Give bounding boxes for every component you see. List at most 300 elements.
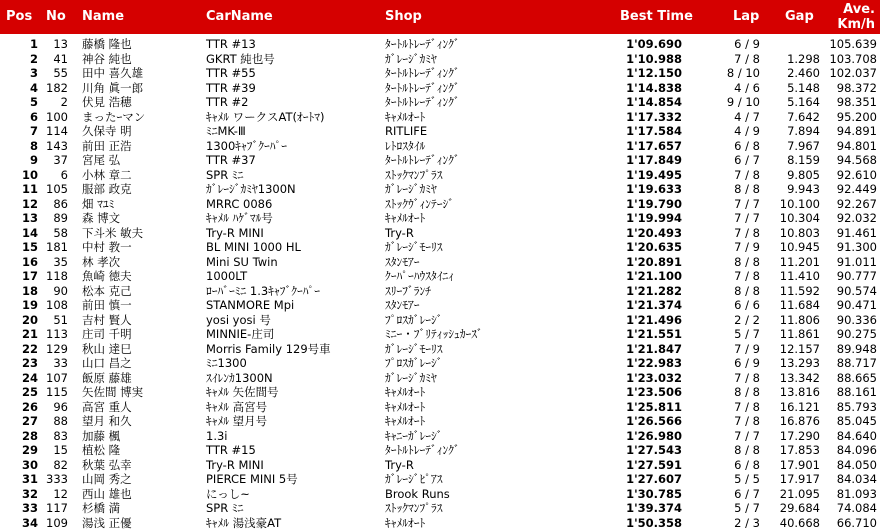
cell-name: 山岡 秀之 — [82, 472, 132, 486]
cell-best-time: 1'19.790 — [626, 196, 682, 211]
cell-no: 58 — [53, 225, 68, 240]
cell-name: 前田 正浩 — [82, 138, 132, 153]
table-row — [0, 284, 880, 299]
cell-name: 庄司 千明 — [82, 327, 132, 341]
cell-ave-speed: 103.708 — [829, 51, 877, 66]
cell-carname: GKRT 純也号 — [206, 51, 275, 66]
cell-ave-speed: 91.300 — [836, 240, 877, 254]
cell-no: 51 — [53, 312, 68, 327]
cell-shop: ｽﾄｯｸﾏﾝﾌﾟﾗｽ — [385, 501, 443, 515]
cell-pos: 26 — [21, 399, 38, 414]
cell-shop: ﾀｰﾄﾙﾄﾚｰﾃﾞｨﾝｸﾞ — [385, 95, 460, 109]
cell-pos: 19 — [21, 298, 38, 312]
cell-ave-speed: 90.777 — [836, 269, 877, 283]
cell-pos: 17 — [21, 269, 38, 283]
cell-pos: 5 — [29, 95, 38, 109]
cell-ave-speed: 85.793 — [836, 399, 877, 414]
cell-no: 89 — [53, 211, 68, 225]
cell-pos: 22 — [21, 341, 38, 356]
cell-carname: Mini SU Twin — [206, 254, 278, 269]
cell-best-time: 1'30.785 — [626, 486, 682, 501]
cell-ave-speed: 98.372 — [836, 80, 877, 95]
cell-lap: 6 / 7 — [734, 486, 760, 501]
cell-gap: 11.410 — [779, 269, 820, 283]
cell-shop: ｽﾀﾝﾓｱｰ — [385, 298, 420, 312]
cell-pos: 2 — [29, 51, 38, 66]
cell-gap: 7.894 — [787, 124, 820, 138]
table-row — [0, 95, 880, 110]
table-row — [0, 255, 880, 270]
table-row — [0, 443, 880, 458]
cell-no: 12 — [53, 486, 68, 501]
cell-shop: ﾚﾄﾛｽﾀｲﾙ — [385, 138, 426, 153]
table-row — [0, 81, 880, 96]
cell-name: 植松 隆 — [82, 443, 121, 457]
cell-name: まったｰマン — [82, 109, 146, 124]
cell-carname: ｷｬﾒﾙ 望月号 — [206, 414, 268, 428]
cell-gap: 9.943 — [787, 182, 820, 196]
cell-no: 55 — [53, 66, 68, 80]
cell-best-time: 1'20.493 — [626, 225, 682, 240]
cell-pos: 7 — [29, 124, 38, 138]
cell-name: 宮尾 弘 — [82, 153, 121, 167]
cell-best-time: 1'14.838 — [626, 80, 682, 95]
cell-shop: ｽﾀﾝﾓｱｰ — [385, 254, 420, 269]
cell-best-time: 1'21.496 — [626, 312, 682, 327]
cell-name: 山口 昌之 — [82, 356, 132, 370]
cell-no: 33 — [53, 356, 68, 370]
cell-pos: 8 — [29, 138, 38, 153]
cell-no: 88 — [53, 414, 68, 428]
header-pos: Pos — [6, 9, 33, 24]
cell-shop: ｽﾄｯｸﾏﾝﾌﾟﾗｽ — [385, 167, 443, 182]
cell-gap: 16.121 — [779, 399, 820, 414]
table-row — [0, 168, 880, 183]
cell-gap: 11.861 — [779, 327, 820, 341]
cell-lap: 2 / 2 — [734, 312, 760, 327]
cell-carname: PIERCE MINI 5号 — [206, 472, 298, 486]
cell-ave-speed: 66.710 — [836, 515, 877, 530]
cell-carname: 1300ｷｬﾌﾞｸｰﾊﾟｰ — [206, 138, 288, 153]
cell-pos: 33 — [21, 501, 38, 515]
cell-pos: 15 — [21, 240, 38, 254]
cell-pos: 9 — [29, 153, 38, 167]
header-shop: Shop — [385, 9, 422, 24]
cell-name: 藤橋 隆也 — [82, 37, 132, 51]
cell-gap: 13.816 — [779, 385, 820, 399]
cell-no: 105 — [46, 182, 68, 196]
cell-ave-speed: 84.640 — [836, 428, 877, 443]
cell-no: 13 — [53, 37, 68, 51]
cell-no: 333 — [46, 472, 68, 486]
cell-name: 吉村 賢人 — [82, 312, 132, 327]
cell-lap: 6 / 8 — [734, 457, 760, 472]
cell-no: 129 — [46, 341, 68, 356]
cell-lap: 5 / 7 — [734, 501, 760, 515]
cell-pos: 28 — [21, 428, 38, 443]
cell-gap: 10.100 — [779, 196, 820, 211]
cell-lap: 8 / 8 — [734, 283, 760, 298]
cell-carname: ｷｬﾒﾙ 矢佐間号 — [206, 385, 279, 399]
header-gap: Gap — [785, 9, 814, 24]
cell-carname: ｷｬﾒﾙ 湯浅豪AT — [206, 515, 282, 530]
cell-lap: 4 / 9 — [734, 124, 760, 138]
cell-name: 川角 眞一郎 — [82, 80, 144, 95]
table-row — [0, 414, 880, 429]
cell-best-time: 1'19.633 — [626, 182, 682, 196]
cell-ave-speed: 105.639 — [829, 37, 877, 51]
cell-no: 15 — [53, 443, 68, 457]
cell-shop: ﾀｰﾄﾙﾄﾚｰﾃﾞｨﾝｸﾞ — [385, 153, 460, 167]
cell-name: 西山 雄也 — [82, 486, 132, 501]
cell-pos: 23 — [21, 356, 38, 370]
cell-pos: 10 — [21, 167, 38, 182]
cell-shop: ｸｰﾊﾟｰﾊｳｽﾀｲﾆｨ — [385, 269, 454, 283]
cell-gap: 13.342 — [779, 370, 820, 385]
cell-ave-speed: 91.461 — [836, 225, 877, 240]
cell-ave-speed: 92.449 — [836, 182, 877, 196]
cell-shop: ｶﾞﾚｰｼﾞﾓｰﾘｽ — [385, 341, 443, 356]
cell-name: 森 博文 — [82, 211, 121, 225]
table-row — [0, 298, 880, 313]
table-row — [0, 211, 880, 226]
table-row — [0, 313, 880, 328]
table-row — [0, 139, 880, 154]
table-row — [0, 182, 880, 197]
cell-shop: ｶﾞﾚｰｼﾞﾓｰﾘｽ — [385, 240, 443, 254]
cell-best-time: 1'09.690 — [626, 37, 682, 51]
cell-best-time: 1'22.983 — [626, 356, 682, 370]
cell-best-time: 1'21.282 — [626, 283, 682, 298]
cell-carname: ﾛｰﾊﾞｰﾐﾆ 1.3ｷｬﾌﾞｸｰﾊﾟｰ — [206, 283, 320, 298]
cell-no: 143 — [46, 138, 68, 153]
cell-lap: 7 / 8 — [734, 269, 760, 283]
cell-best-time: 1'17.657 — [626, 138, 682, 153]
cell-name: 中村 教一 — [82, 240, 132, 254]
cell-gap: 2.460 — [787, 66, 820, 80]
cell-no: 86 — [53, 196, 68, 211]
cell-shop: Brook Runs — [385, 486, 450, 501]
cell-name: 小林 章二 — [82, 167, 132, 182]
table-row — [0, 516, 880, 531]
cell-best-time: 1'21.847 — [626, 341, 682, 356]
cell-shop: ｷｬﾒﾙｵｰﾄ — [385, 211, 426, 225]
cell-lap: 7 / 7 — [734, 196, 760, 211]
cell-gap: 11.684 — [779, 298, 820, 312]
cell-gap: 10.945 — [779, 240, 820, 254]
cell-name: 湯浅 正優 — [82, 515, 132, 530]
cell-lap: 2 / 3 — [734, 515, 760, 530]
cell-best-time: 1'19.994 — [626, 211, 682, 225]
cell-best-time: 1'23.506 — [626, 385, 682, 399]
cell-carname: ｶﾞﾚｰｼﾞｶﾐﾔ1300N — [206, 182, 296, 196]
cell-no: 107 — [46, 370, 68, 385]
cell-carname: SPR ﾐﾆ — [206, 167, 244, 182]
cell-no: 6 — [60, 167, 68, 182]
cell-carname: Morris Family 129号車 — [206, 341, 331, 356]
cell-gap: 10.304 — [779, 211, 820, 225]
cell-shop: RITLIFE — [385, 124, 428, 138]
cell-best-time: 1'26.980 — [626, 428, 682, 443]
cell-ave-speed: 90.574 — [836, 283, 877, 298]
cell-name: 魚崎 徳夫 — [82, 269, 132, 283]
cell-gap: 16.876 — [779, 414, 820, 428]
cell-ave-speed: 98.351 — [836, 95, 877, 109]
cell-ave-speed: 91.011 — [836, 254, 877, 269]
header-best-time: Best Time — [620, 9, 693, 24]
cell-shop: ｷｬﾒﾙｵｰﾄ — [385, 515, 426, 530]
table-row — [0, 153, 880, 168]
table-row — [0, 66, 880, 81]
cell-best-time: 1'39.374 — [626, 501, 682, 515]
cell-gap: 29.684 — [779, 501, 820, 515]
cell-no: 118 — [46, 269, 68, 283]
cell-lap: 7 / 9 — [734, 341, 760, 356]
cell-carname: STANMORE Mpi — [206, 298, 295, 312]
cell-carname: MRRC 0086 — [206, 196, 273, 211]
cell-carname: ｽｲﾚﾝｶ1300N — [206, 370, 273, 385]
cell-name: 下斗米 敏夫 — [82, 225, 144, 240]
table-row — [0, 487, 880, 502]
cell-lap: 6 / 9 — [734, 356, 760, 370]
cell-lap: 7 / 8 — [734, 370, 760, 385]
cell-pos: 16 — [21, 254, 38, 269]
cell-name: 神谷 純也 — [82, 51, 132, 66]
table-row — [0, 458, 880, 473]
cell-shop: ﾌﾟﾛｽｶﾞﾚｰｼﾞ — [385, 356, 443, 370]
cell-ave-speed: 85.045 — [836, 414, 877, 428]
cell-shop: ｶﾞﾚｰｼﾞｶﾐﾔ — [385, 182, 437, 196]
cell-shop: ｷｬﾒﾙｵｰﾄ — [385, 399, 426, 414]
header-ave-line1: Ave. — [843, 2, 875, 17]
cell-name: 田中 喜久雄 — [82, 66, 144, 80]
cell-shop: ｷｬﾒﾙｵｰﾄ — [385, 414, 426, 428]
cell-gap: 12.157 — [779, 341, 820, 356]
cell-ave-speed: 94.568 — [836, 153, 877, 167]
table-row — [0, 37, 880, 52]
header-lap: Lap — [733, 9, 760, 24]
table-row — [0, 110, 880, 125]
cell-lap: 4 / 6 — [734, 80, 760, 95]
table-row — [0, 429, 880, 444]
cell-carname: TTR #39 — [206, 80, 256, 95]
cell-gap: 5.164 — [787, 95, 820, 109]
cell-carname: 1000LT — [206, 269, 248, 283]
cell-carname: 1.3i — [206, 428, 228, 443]
cell-carname: ﾐﾆ1300 — [206, 356, 247, 370]
cell-best-time: 1'17.849 — [626, 153, 682, 167]
cell-shop: ﾌﾟﾛｽｶﾞﾚｰｼﾞ — [385, 312, 443, 327]
cell-best-time: 1'27.607 — [626, 472, 682, 486]
cell-pos: 34 — [21, 515, 38, 530]
table-row — [0, 472, 880, 487]
table-row — [0, 342, 880, 357]
cell-ave-speed: 81.093 — [836, 486, 877, 501]
cell-no: 83 — [53, 428, 68, 443]
header-name: Name — [82, 9, 125, 24]
cell-carname: TTR #55 — [206, 66, 256, 80]
cell-lap: 5 / 7 — [734, 327, 760, 341]
cell-carname: Try-R MINI — [206, 225, 264, 240]
cell-shop: ﾀｰﾄﾙﾄﾚｰﾃﾞｨﾝｸﾞ — [385, 66, 460, 80]
cell-best-time: 1'26.566 — [626, 414, 682, 428]
cell-gap: 17.901 — [779, 457, 820, 472]
cell-ave-speed: 84.096 — [836, 443, 877, 457]
cell-pos: 29 — [21, 443, 38, 457]
cell-carname: ｷｬﾒﾙ ワークスAT(ｵｰﾄﾏ) — [206, 109, 325, 124]
cell-carname: Try-R MINI — [206, 457, 264, 472]
cell-shop: ｽﾘｰﾌﾞﾗﾝﾁ — [385, 283, 431, 298]
cell-ave-speed: 95.200 — [836, 109, 877, 124]
cell-pos: 3 — [29, 66, 38, 80]
cell-best-time: 1'27.591 — [626, 457, 682, 472]
cell-lap: 7 / 8 — [734, 51, 760, 66]
cell-best-time: 1'17.332 — [626, 109, 682, 124]
cell-pos: 30 — [21, 457, 38, 472]
cell-shop: ﾀｰﾄﾙﾄﾚｰﾃﾞｨﾝｸﾞ — [385, 80, 460, 95]
cell-carname: TTR #13 — [206, 37, 256, 51]
cell-lap: 7 / 7 — [734, 428, 760, 443]
cell-no: 35 — [53, 254, 68, 269]
cell-name: 秋山 達巳 — [82, 341, 132, 356]
cell-name: 飯原 藤雄 — [82, 370, 132, 385]
cell-no: 108 — [46, 298, 68, 312]
table-row — [0, 371, 880, 386]
cell-name: 伏見 浩穂 — [82, 95, 132, 109]
cell-pos: 13 — [21, 211, 38, 225]
cell-lap: 8 / 8 — [734, 385, 760, 399]
cell-no: 182 — [46, 80, 68, 95]
cell-pos: 6 — [29, 109, 38, 124]
header-carname: CarName — [206, 9, 273, 24]
table-row — [0, 269, 880, 284]
cell-pos: 18 — [21, 283, 38, 298]
cell-shop: Try-R — [385, 225, 414, 240]
cell-pos: 21 — [21, 327, 38, 341]
cell-carname: BL MINI 1000 HL — [206, 240, 301, 254]
cell-name: 加藤 楓 — [82, 428, 121, 443]
table-row — [0, 400, 880, 415]
cell-no: 113 — [46, 327, 68, 341]
cell-gap: 9.805 — [787, 167, 820, 182]
cell-ave-speed: 89.948 — [836, 341, 877, 356]
cell-no: 109 — [46, 515, 68, 530]
cell-ave-speed: 102.037 — [829, 66, 877, 80]
cell-name: 畑 ﾏﾕﾐ — [82, 196, 115, 211]
cell-best-time: 1'21.100 — [626, 269, 682, 283]
cell-name: 矢佐間 博実 — [82, 385, 144, 399]
cell-ave-speed: 84.050 — [836, 457, 877, 472]
cell-gap: 8.159 — [787, 153, 820, 167]
cell-best-time: 1'21.374 — [626, 298, 682, 312]
cell-ave-speed: 90.336 — [836, 312, 877, 327]
cell-pos: 32 — [21, 486, 38, 501]
cell-pos: 24 — [21, 370, 38, 385]
cell-gap: 17.290 — [779, 428, 820, 443]
cell-gap: 40.668 — [779, 515, 820, 530]
cell-ave-speed: 92.032 — [836, 211, 877, 225]
cell-shop: ﾀｰﾄﾙﾄﾚｰﾃﾞｨﾝｸﾞ — [385, 37, 460, 51]
cell-best-time: 1'14.854 — [626, 95, 682, 109]
cell-no: 181 — [46, 240, 68, 254]
table-row — [0, 356, 880, 371]
cell-name: 杉橋 満 — [82, 501, 121, 515]
cell-lap: 7 / 8 — [734, 414, 760, 428]
table-row — [0, 240, 880, 255]
cell-lap: 7 / 8 — [734, 399, 760, 414]
cell-shop: ｷｬﾒﾙｵｰﾄ — [385, 109, 426, 124]
cell-lap: 6 / 6 — [734, 298, 760, 312]
cell-shop: ｶﾞﾚｰｼﾞｶﾐﾔ — [385, 370, 437, 385]
cell-name: 服部 政克 — [82, 182, 132, 196]
cell-gap: 17.853 — [779, 443, 820, 457]
cell-best-time: 1'19.495 — [626, 167, 682, 182]
cell-name: 秋葉 弘幸 — [82, 457, 132, 472]
cell-pos: 4 — [29, 80, 38, 95]
cell-name: 林 孝次 — [82, 254, 121, 269]
cell-no: 115 — [46, 385, 68, 399]
cell-best-time: 1'12.150 — [626, 66, 682, 80]
cell-gap: 7.967 — [787, 138, 820, 153]
header-ave-line2: Km/h — [837, 17, 875, 32]
cell-ave-speed: 94.891 — [836, 124, 877, 138]
cell-lap: 9 / 10 — [726, 95, 760, 109]
cell-best-time: 1'20.891 — [626, 254, 682, 269]
cell-ave-speed: 84.034 — [836, 472, 877, 486]
cell-best-time: 1'50.358 — [626, 515, 682, 530]
cell-no: 114 — [46, 124, 68, 138]
cell-ave-speed: 88.665 — [836, 370, 877, 385]
cell-shop: Try-R — [385, 457, 414, 472]
cell-name: 久保寺 明 — [82, 124, 132, 138]
table-header — [0, 0, 880, 34]
cell-ave-speed: 74.084 — [836, 501, 877, 515]
cell-lap: 6 / 8 — [734, 138, 760, 153]
cell-no: 90 — [53, 283, 68, 298]
cell-gap: 13.293 — [779, 356, 820, 370]
cell-best-time: 1'25.811 — [626, 399, 682, 414]
cell-lap: 7 / 9 — [734, 240, 760, 254]
cell-no: 41 — [53, 51, 68, 66]
cell-carname: TTR #15 — [206, 443, 256, 457]
cell-ave-speed: 90.275 — [836, 327, 877, 341]
cell-name: 望月 和久 — [82, 414, 132, 428]
cell-lap: 4 / 7 — [734, 109, 760, 124]
cell-ave-speed: 94.801 — [836, 138, 877, 153]
cell-carname: yosi yosi 号 — [206, 312, 271, 327]
cell-carname: ｷｬﾒﾙ ﾊｹﾞﾏﾙ号 — [206, 211, 273, 225]
cell-carname: SPR ﾐﾆ — [206, 501, 244, 515]
cell-lap: 8 / 10 — [726, 66, 760, 80]
cell-shop: ｶﾞﾚｰｼﾞｶﾐﾔ — [385, 51, 437, 66]
cell-lap: 7 / 8 — [734, 225, 760, 240]
table-row — [0, 327, 880, 342]
cell-ave-speed: 88.717 — [836, 356, 877, 370]
cell-name: 前田 慎一 — [82, 298, 132, 312]
cell-ave-speed: 92.267 — [836, 196, 877, 211]
cell-carname: ﾐﾆMK-Ⅲ — [206, 124, 246, 138]
header-ave-speed — [820, 0, 875, 34]
cell-carname: MINNIE-庄司 — [206, 327, 275, 341]
table-row — [0, 52, 880, 67]
cell-gap: 11.806 — [779, 312, 820, 327]
cell-no: 117 — [46, 501, 68, 515]
table-row — [0, 385, 880, 400]
cell-gap: 7.642 — [787, 109, 820, 124]
cell-gap: 21.095 — [779, 486, 820, 501]
cell-gap: 11.592 — [779, 283, 820, 298]
cell-lap: 6 / 9 — [734, 37, 760, 51]
